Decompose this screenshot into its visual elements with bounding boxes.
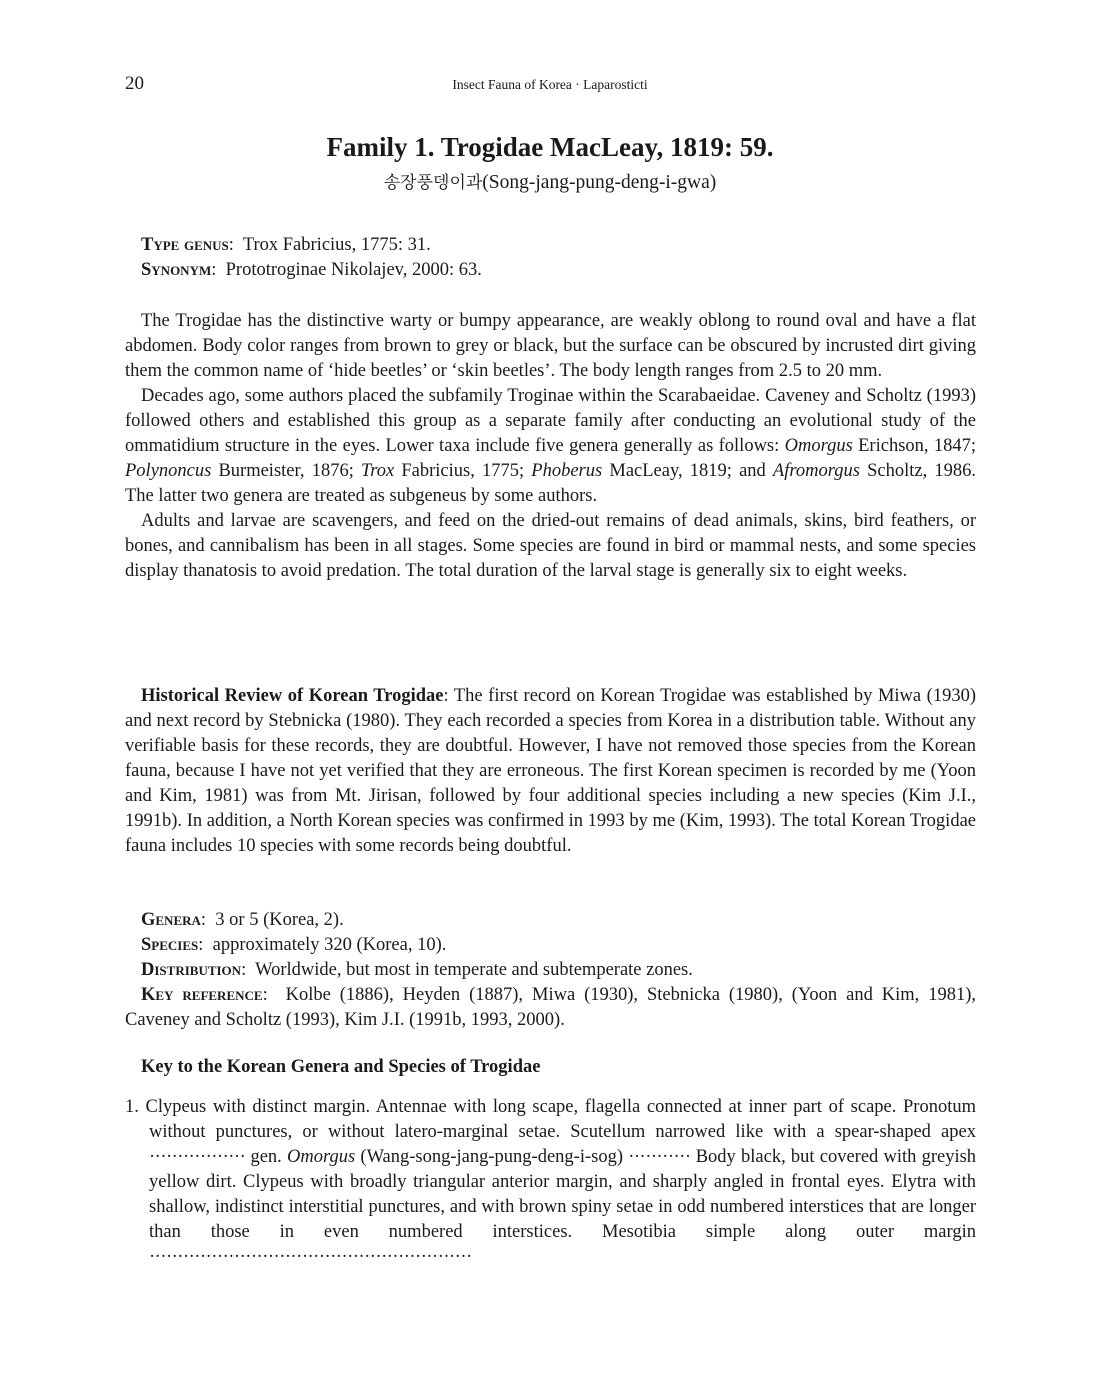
genus-omorgus: Omorgus <box>784 436 853 456</box>
distribution-value: Worldwide, but most in temperate and subtemperate zones. <box>255 960 693 980</box>
running-header: Insect Fauna of Korea · Laparosticti <box>452 77 648 92</box>
family-title: Family 1. Trogidae MacLeay, 1819: 59. <box>326 132 774 162</box>
history-heading: Historical Review of Korean Trogidae <box>141 686 444 706</box>
history-block <box>125 684 976 859</box>
genus-phoberus: Phoberus <box>531 461 603 481</box>
intro-paragraph-3: Adults and larvae are scavengers, and feed on the dried-out remains of dead animals, skins, bird feathers, or bones, and cannibalism has been in all stages. Some species are found in bird or mammal nests, and some species display thanatosis to avoid predation. The total duration of the larval stage is generally six to eight weeks. <box>125 511 976 581</box>
key-reference-label: Key reference <box>141 985 263 1005</box>
history-text: : The first record on Korean Trogidae was established by Miwa (1930) and next record by Stebnicka (1980). They each recorded a species from Korea in a distribution table. Without any verifiable basis for these records, they are doubtful. However, I have not removed those species from the Korean fauna, because I have not yet verified that they are erroneous. The first Korean specimen is recorded by me (Yoon and Kim, 1981) was from Mt. Jirisan, followed by four additional species including a new species (Kim J.I., 1991b). In addition, a North Korean species was confirmed in 1993 by me (Kim, 1993). The total Korean Trogidae fauna includes 10 species with some records being doubtful. <box>125 686 976 856</box>
type-genus-line: Type genus: Trox Fabricius, 1775: 31. <box>141 235 431 255</box>
genera-label: Genera <box>141 910 201 930</box>
key-reference-line: Key reference: Kolbe (1886), Heyden (1887), Miwa (1930), Stebnicka (1980), (Yoon and Kim, 1981), Caveney and Scholtz (1993), Kim J.I. (1991b, 1993, 2000). <box>125 985 977 1030</box>
key-block <box>125 1095 976 1270</box>
genus-prefix: gen. <box>250 1147 282 1167</box>
species-value: approximately 320 (Korea, 10). <box>212 935 447 955</box>
summary-block <box>125 908 976 1033</box>
genus-polynoncus: Polynoncus <box>125 461 212 481</box>
genera-line: Genera: 3 or 5 (Korea, 2). <box>141 910 344 930</box>
distribution-line: Distribution: Worldwide, but most in temperate and subtemperate zones. <box>141 960 693 980</box>
intro-paragraph-2: Decades ago, some authors placed the subfamily Troginae within the Scarabaeidae. Caveney and Scholtz (1993) followed others and established this group as a separate family after conducting an evolutional study of the ommatidium structure in the eyes. Lower taxa include five genera generally as follows: Omorgus Erichson, 1847; Polynoncus Burmeister, 1876; Trox Fabricius, 1775; Phoberus MacLeay, 1819; and Afromorgus Scholtz, 1986. The latter two genera are treated as subgeneus by some authors. <box>125 386 976 506</box>
key-genus-korean: (Wang-song-jang-pung-deng-i-sog) <box>360 1147 623 1167</box>
key-reference-value: Kolbe (1886), Heyden (1887), Miwa (1930), Stebnicka (1980), (Yoon and Kim, 1981), Caveney and Scholtz (1993), Kim J.I. (1991b, 1993, 2000). <box>125 985 977 1030</box>
synonym-value: Prototroginae Nikolajev, 2000: 63. <box>225 260 482 280</box>
intro-block <box>125 309 976 584</box>
synonym-line: Synonym: Prototroginae Nikolajev, 2000: 63. <box>141 260 482 280</box>
leader-dots: ················· <box>149 1147 246 1167</box>
taxonomy-block <box>125 233 976 283</box>
leader-dots: ··········· <box>628 1147 691 1167</box>
leader-dots: ························································· <box>149 1247 472 1267</box>
key-heading: Key to the Korean Genera and Species of Trogidae <box>141 1057 541 1077</box>
history-paragraph <box>125 684 976 859</box>
korean-name <box>0 168 1100 198</box>
genus-trox: Trox <box>360 461 395 481</box>
korean-name-romanized: (Song-jang-pung-deng-i-gwa) <box>482 172 717 193</box>
genera-value: 3 or 5 (Korea, 2). <box>215 910 344 930</box>
type-genus-value: Trox Fabricius, 1775: 31. <box>242 235 431 255</box>
key-couplet-1 <box>125 1095 976 1270</box>
key-species-text: Body black, but covered with greyish yellow dirt. Clypeus with broadly triangular anterior margin, and sharply angled in frontal eyes. Elytra with shallow, indistinct interstitial punctures, and with brown spiny setae in odd numbered interstices that are longer than those in even numbered interstices. Mesotibia simple along outer margin <box>149 1147 977 1242</box>
species-label: Species <box>141 935 199 955</box>
genus-afromorgus: Afromorgus <box>772 461 860 481</box>
distribution-label: Distribution <box>141 960 242 980</box>
key-heading-block <box>125 1055 976 1080</box>
species-line: Species: approximately 320 (Korea, 10). <box>141 935 447 955</box>
key-item-number: 1. <box>125 1097 139 1117</box>
korean-name-hangul: 송장풍뎅이과 <box>383 173 483 193</box>
title-block <box>0 128 1100 198</box>
intro-paragraph-1: The Trogidae has the distinctive warty or bumpy appearance, are weakly oblong to round oval and have a flat abdomen. Body color ranges from brown to grey or black, but the surface can be obscured by incrusted dirt giving them the common name of ‘hide beetles’ or ‘skin beetles’. The body length ranges from 2.5 to 20 mm. <box>125 311 976 381</box>
key-couplet-text: Clypeus with distinct margin. Antennae with long scape, flagella connected at inner part of scape. Pronotum without punctures, or without latero-marginal setae. Scutellum narrowed like with a spear-shaped apex <box>145 1097 977 1142</box>
key-genus-name: Omorgus <box>287 1147 356 1167</box>
synonym-label: Synonym <box>141 260 212 280</box>
page-number: 20 <box>125 73 144 94</box>
type-genus-label: Type genus <box>141 235 229 255</box>
